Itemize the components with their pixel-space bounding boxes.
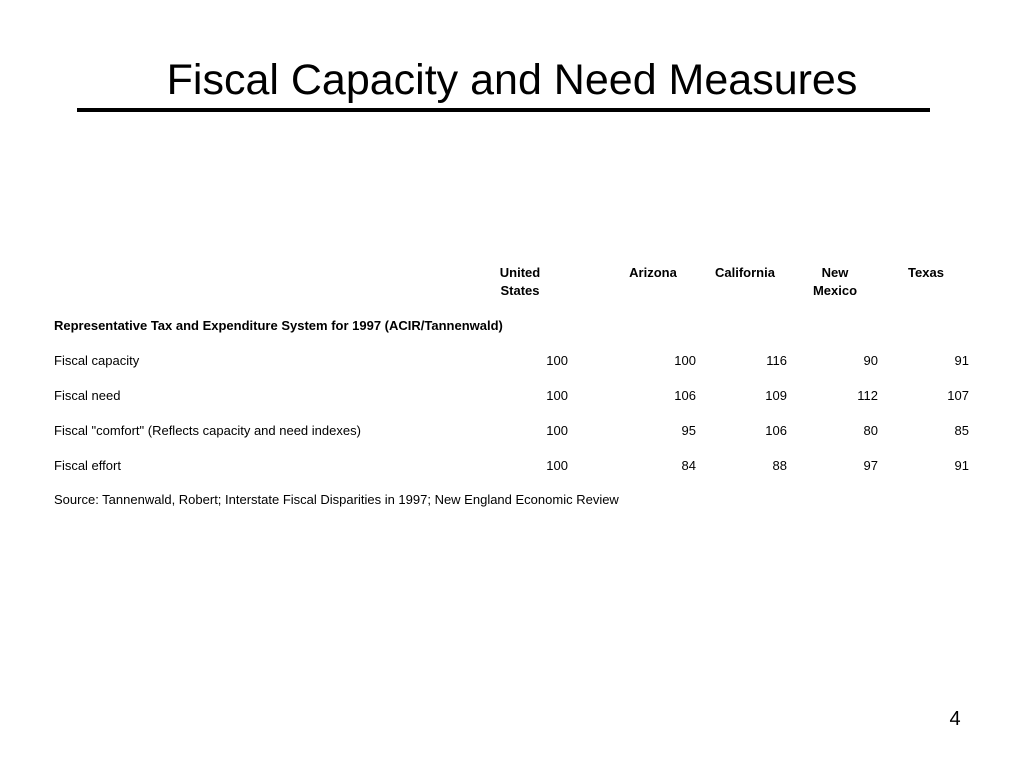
section-heading: Representative Tax and Expenditure System for 1997 (ACIR/Tannenwald) [54,318,503,333]
table-cell: 116 [766,353,787,368]
column-header-united-states [480,264,560,300]
row-label-fiscal-capacity: Fiscal capacity [54,353,140,368]
table-cell: 90 [863,353,878,368]
column-header-california [700,264,790,282]
column-header-texas [886,264,966,282]
table-cell: 97 [863,458,878,473]
row-label-fiscal-comfort: Fiscal "comfort" (Reflects capacity and need indexes) [54,423,361,438]
column-header-line2: California [715,265,775,280]
source-note: Source: Tannenwald, Robert; Interstate Fiscal Disparities in 1997; New England Economic Review [54,492,619,507]
column-header-line2: Arizona [629,265,677,280]
table-cell: 100 [546,353,568,368]
table-cell: 106 [674,388,696,403]
column-header-line1: United [499,265,541,280]
table-cell: 91 [954,458,969,473]
column-header-line2: Texas [908,265,944,280]
column-header-arizona [613,264,693,282]
column-header-line2: States [500,283,540,298]
table-cell: 85 [954,423,969,438]
table-cell: 100 [546,458,568,473]
table-cell: 100 [674,353,696,368]
table-cell: 80 [863,423,878,438]
row-label-fiscal-effort: Fiscal effort [54,458,121,473]
column-header-new-mexico [795,264,875,300]
column-header-line1: New [821,265,849,280]
table-cell: 91 [954,353,969,368]
page-number: 4 [949,708,961,730]
row-label-fiscal-need: Fiscal need [54,388,121,403]
table-cell: 107 [947,388,969,403]
slide-title: Fiscal Capacity and Need Measures [166,56,858,104]
table-cell: 100 [546,423,568,438]
table-cell: 84 [681,458,696,473]
table-cell: 88 [772,458,787,473]
table-cell: 100 [546,388,568,403]
table-cell: 95 [681,423,696,438]
table-cell: 112 [857,388,878,403]
table-cell: 109 [765,388,787,403]
table-cell: 106 [765,423,787,438]
column-header-line2: Mexico [812,283,858,298]
